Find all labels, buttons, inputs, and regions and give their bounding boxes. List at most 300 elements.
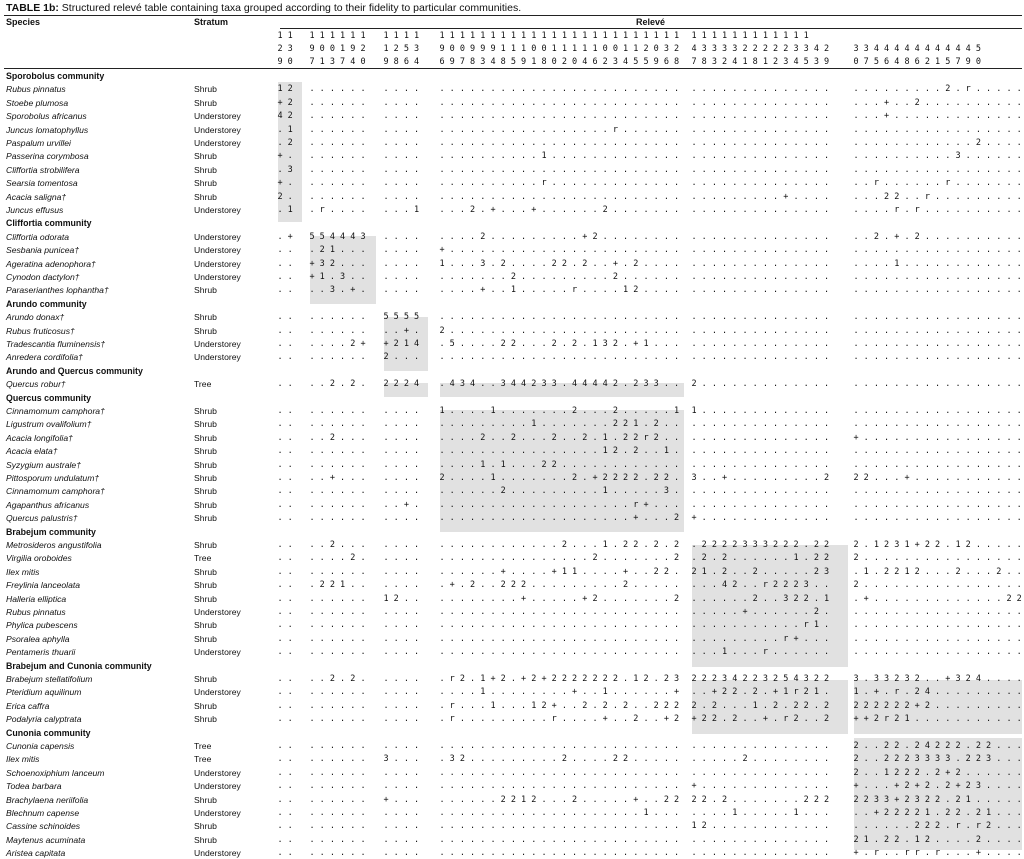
cover-cell: 2 — [986, 741, 992, 751]
cover-cell: . — [711, 352, 717, 363]
cover-cell: . — [722, 499, 728, 510]
cover-cell: 2 — [732, 580, 738, 591]
cover-cell: . — [752, 432, 758, 443]
cover-cell: 1 — [592, 339, 598, 349]
cover-cell: . — [277, 754, 283, 765]
cover-cell: . — [459, 540, 465, 550]
cover-cell: . — [965, 379, 971, 390]
cover-cell: 2 — [500, 486, 506, 497]
cover-cell: 2 — [329, 379, 335, 390]
cover-cell: . — [340, 540, 346, 550]
cover-cell: . — [531, 499, 537, 510]
releve-number-digit: 9 — [470, 44, 476, 54]
cover-cell: . — [863, 607, 869, 617]
cover-cell: . — [732, 821, 738, 832]
cover-cell: . — [996, 647, 1002, 658]
cover-cell: . — [653, 687, 659, 698]
cover-cell: . — [500, 620, 506, 631]
cover-cell: . — [340, 794, 346, 805]
cover-cell: . — [863, 540, 869, 550]
cover-cell: . — [793, 231, 799, 242]
cover-cell: 2 — [945, 741, 951, 751]
cover-cell: . — [531, 84, 537, 95]
cover-cell: . — [711, 633, 717, 644]
cover-cell: . — [449, 794, 455, 805]
cover-cell: . — [853, 419, 859, 430]
cover-cell: . — [955, 687, 961, 698]
cover-cell: . — [531, 767, 537, 778]
cover-cell: . — [582, 741, 588, 751]
cover-cell: . — [602, 245, 608, 256]
header-bottom-rule — [4, 68, 1022, 69]
cover-cell: . — [393, 486, 399, 497]
cover-cell: . — [1016, 741, 1022, 751]
cover-cell: . — [350, 312, 356, 323]
cover-cell: 1 — [904, 714, 910, 725]
cover-cell: . — [914, 325, 920, 336]
cover-cell: . — [439, 84, 445, 95]
cover-cell: . — [904, 164, 910, 175]
cover-cell: 2 — [663, 473, 669, 483]
cover-cell: . — [773, 191, 779, 202]
cover-cell: . — [383, 164, 389, 175]
cover-cell: . — [975, 620, 981, 631]
cover-cell: 3 — [287, 164, 293, 175]
cover-cell: . — [924, 258, 930, 269]
cover-cell: . — [711, 419, 717, 430]
cover-cell: 1 — [480, 459, 486, 470]
cover-cell: . — [572, 754, 578, 765]
cover-cell: . — [633, 633, 639, 644]
cover-cell: 2 — [329, 580, 335, 591]
cover-cell: . — [592, 432, 598, 443]
cover-cell: . — [803, 205, 809, 215]
cover-cell: . — [975, 379, 981, 390]
cover-cell: . — [914, 580, 920, 591]
cover-cell: . — [945, 459, 951, 470]
cover-cell: . — [965, 499, 971, 510]
cover-cell: . — [813, 379, 819, 390]
cover-cell: . — [762, 687, 768, 698]
cover-cell: . — [561, 767, 567, 778]
cover-cell: . — [803, 111, 809, 122]
cover-cell: . — [403, 633, 409, 644]
cover-cell: . — [711, 607, 717, 617]
cover-cell: . — [510, 714, 516, 725]
cover-cell: . — [439, 231, 445, 242]
cover-cell: . — [470, 352, 476, 363]
cover-cell: . — [762, 312, 768, 323]
cover-cell: . — [541, 473, 547, 483]
cover-cell: . — [551, 285, 557, 296]
cover-cell: . — [449, 767, 455, 778]
cover-cell: . — [884, 151, 890, 162]
cover-cell: . — [592, 607, 598, 617]
cover-cell: . — [674, 325, 680, 336]
cover-cell: . — [783, 352, 789, 363]
cover-cell: + — [582, 231, 588, 242]
cover-cell: . — [623, 379, 629, 390]
cover-cell: . — [414, 607, 420, 617]
cover-cell: . — [582, 620, 588, 631]
cover-cell: . — [986, 379, 992, 390]
cover-cell: . — [582, 767, 588, 778]
cover-cell: . — [1006, 687, 1012, 698]
species-name: Sporobolus africanus — [6, 111, 87, 122]
cover-cell: r — [894, 687, 900, 698]
cover-cell: . — [521, 419, 527, 430]
cover-cell: . — [319, 834, 325, 845]
cover-cell: . — [884, 258, 890, 269]
cover-cell: . — [853, 97, 859, 108]
releve-number-digit: 4 — [965, 44, 971, 54]
cover-cell: . — [863, 285, 869, 296]
cover-cell: . — [643, 312, 649, 323]
cover-cell: . — [904, 285, 910, 296]
cover-cell: . — [674, 647, 680, 658]
cover-cell: . — [873, 111, 879, 122]
cover-cell: . — [653, 593, 659, 604]
cover-cell: . — [924, 97, 930, 108]
cover-cell: . — [945, 231, 951, 242]
cover-cell: . — [403, 406, 409, 416]
cover-cell: . — [309, 245, 315, 256]
cover-cell: . — [935, 97, 941, 108]
cover-cell: . — [561, 325, 567, 336]
cover-cell: . — [592, 459, 598, 470]
cover-cell: . — [414, 794, 420, 805]
cover-cell: . — [824, 325, 830, 336]
cover-cell: . — [551, 406, 557, 416]
cover-cell: . — [329, 794, 335, 805]
cover-cell: . — [459, 808, 465, 818]
releve-number-digit: 1 — [643, 31, 649, 41]
cover-cell: . — [403, 700, 409, 711]
cover-cell: . — [914, 138, 920, 148]
cover-cell: . — [510, 97, 516, 108]
cover-cell: . — [853, 245, 859, 256]
cover-cell: . — [572, 352, 578, 363]
cover-cell: 2 — [459, 674, 465, 684]
cover-cell: . — [894, 499, 900, 510]
cover-cell: . — [674, 607, 680, 617]
cover-cell: . — [884, 607, 890, 617]
cover-cell: . — [510, 821, 516, 832]
cover-cell: . — [793, 406, 799, 416]
cover-cell: . — [449, 848, 455, 859]
cover-cell: . — [319, 620, 325, 631]
cover-cell: . — [803, 808, 809, 818]
cover-cell: 1 — [340, 580, 346, 591]
cover-cell: . — [319, 432, 325, 443]
releve-number-digit: 1 — [490, 31, 496, 41]
cover-cell: . — [711, 164, 717, 175]
cover-cell: . — [521, 446, 527, 457]
cover-cell: . — [582, 754, 588, 765]
cover-cell: 1 — [490, 700, 496, 711]
cover-cell: 1 — [793, 553, 799, 564]
cover-cell: . — [612, 499, 618, 510]
cover-cell: . — [986, 781, 992, 792]
cover-cell: . — [510, 138, 516, 148]
cover-cell: . — [531, 607, 537, 617]
cover-cell: . — [884, 352, 890, 363]
cover-cell: . — [490, 379, 496, 390]
cover-cell: . — [1006, 473, 1012, 483]
cover-cell: . — [996, 325, 1002, 336]
cover-cell: . — [393, 97, 399, 108]
cover-cell: . — [470, 231, 476, 242]
cover-cell: . — [711, 272, 717, 282]
cover-cell: . — [955, 633, 961, 644]
cover-cell: 2 — [319, 580, 325, 591]
cover-cell: + — [975, 848, 981, 859]
cover-cell: . — [541, 432, 547, 443]
cover-cell: 2 — [510, 794, 516, 805]
cover-cell: . — [340, 285, 346, 296]
cover-cell: . — [403, 754, 409, 765]
cover-cell: . — [732, 312, 738, 323]
cover-cell: r — [643, 432, 649, 443]
cover-cell: . — [510, 620, 516, 631]
cover-cell: . — [752, 473, 758, 483]
cover-cell: 3 — [975, 781, 981, 792]
cover-cell: . — [711, 124, 717, 135]
cover-cell: . — [340, 714, 346, 725]
cover-cell: 2 — [701, 674, 707, 684]
cover-cell: . — [955, 553, 961, 564]
cover-cell: . — [329, 647, 335, 658]
cover-cell: . — [531, 245, 537, 256]
cover-cell: + — [490, 205, 496, 215]
cover-cell: . — [643, 272, 649, 282]
cover-cell: . — [711, 754, 717, 765]
releve-number-digit: 2 — [722, 57, 728, 67]
stratum-value: Shrub — [194, 446, 217, 457]
cover-cell: . — [793, 352, 799, 363]
cover-cell: . — [965, 406, 971, 416]
cover-cell: . — [732, 513, 738, 524]
cover-cell: . — [521, 352, 527, 363]
cover-cell: . — [449, 245, 455, 256]
cover-cell: . — [752, 151, 758, 162]
cover-cell: . — [500, 352, 506, 363]
cover-cell: . — [490, 124, 496, 135]
cover-cell: 3 — [904, 674, 910, 684]
cover-cell: . — [965, 486, 971, 497]
cover-cell: . — [643, 607, 649, 617]
species-name: Brabejum stellatifolium — [6, 674, 93, 684]
cover-cell: . — [793, 499, 799, 510]
cover-cell: . — [793, 191, 799, 202]
cover-cell: . — [813, 459, 819, 470]
cover-cell: . — [623, 767, 629, 778]
cover-cell: . — [383, 700, 389, 711]
cover-cell: . — [602, 607, 608, 617]
cover-cell: . — [863, 164, 869, 175]
cover-cell: . — [783, 379, 789, 390]
cover-cell: . — [360, 84, 366, 95]
cover-cell: 2 — [319, 245, 325, 256]
cover-cell: . — [582, 205, 588, 215]
cover-cell: . — [277, 285, 283, 296]
cover-cell: . — [752, 272, 758, 282]
cover-cell: . — [701, 124, 707, 135]
cover-cell: . — [541, 633, 547, 644]
releve-number-digit: 7 — [340, 57, 346, 67]
cover-cell: . — [674, 272, 680, 282]
cover-cell: . — [894, 406, 900, 416]
cover-cell: . — [824, 808, 830, 818]
cover-cell: . — [653, 553, 659, 564]
releve-number-digit: 1 — [752, 31, 758, 41]
cover-cell: . — [393, 191, 399, 202]
cover-cell: . — [500, 97, 506, 108]
cover-cell: 2 — [551, 432, 557, 443]
stratum-value: Shrub — [194, 580, 217, 591]
cover-cell: . — [360, 687, 366, 698]
species-name: Brachylaena neriifolia — [6, 794, 89, 805]
cover-cell: . — [863, 647, 869, 658]
cover-cell: . — [914, 272, 920, 282]
cover-cell: . — [975, 647, 981, 658]
cover-cell: . — [551, 486, 557, 497]
cover-cell: . — [824, 406, 830, 416]
cover-cell: . — [521, 633, 527, 644]
cover-cell: . — [853, 352, 859, 363]
cover-cell: . — [722, 245, 728, 256]
cover-cell: . — [653, 754, 659, 765]
cover-cell: 3 — [894, 540, 900, 550]
cover-cell: . — [393, 674, 399, 684]
cover-cell: . — [383, 97, 389, 108]
cover-cell: . — [904, 593, 910, 604]
cover-cell: . — [996, 339, 1002, 349]
cover-cell: . — [383, 499, 389, 510]
cover-cell: . — [965, 151, 971, 162]
cover-cell: . — [663, 834, 669, 845]
cover-cell: . — [813, 97, 819, 108]
cover-cell: + — [873, 808, 879, 818]
stratum-value: Shrub — [194, 834, 217, 845]
cover-cell: . — [894, 473, 900, 483]
cover-cell: . — [783, 151, 789, 162]
cover-cell: . — [470, 834, 476, 845]
cover-cell: . — [360, 111, 366, 122]
cover-cell: . — [996, 607, 1002, 617]
releve-number-digit: 4 — [924, 44, 930, 54]
cover-cell: + — [633, 339, 639, 349]
cover-cell: 2 — [965, 540, 971, 550]
cover-cell: . — [449, 540, 455, 550]
cover-cell: 2 — [914, 741, 920, 751]
cover-cell: . — [701, 781, 707, 792]
cover-cell: . — [510, 593, 516, 604]
cover-cell: . — [459, 178, 465, 189]
cover-cell: . — [904, 325, 910, 336]
releve-number-digit: 1 — [582, 44, 588, 54]
cover-cell: r — [924, 191, 930, 202]
cover-cell: . — [612, 151, 618, 162]
cover-cell: . — [541, 285, 547, 296]
cover-cell: . — [470, 593, 476, 604]
cover-cell: . — [914, 647, 920, 658]
cover-cell: . — [551, 821, 557, 832]
cover-cell: . — [551, 687, 557, 698]
cover-cell: 4 — [924, 687, 930, 698]
cover-cell: . — [480, 714, 486, 725]
cover-cell: . — [824, 620, 830, 631]
cover-cell: . — [935, 406, 941, 416]
cover-cell: . — [955, 834, 961, 845]
cover-cell: . — [965, 553, 971, 564]
species-name: Searsia tomentosa — [6, 178, 78, 189]
cover-cell: . — [439, 553, 445, 564]
releve-number-digit: 1 — [521, 31, 527, 41]
cover-cell: . — [742, 620, 748, 631]
cover-cell: . — [582, 459, 588, 470]
releve-number-digit: 0 — [551, 57, 557, 67]
cover-cell: . — [592, 446, 598, 457]
cover-cell: . — [691, 84, 697, 95]
cover-cell: . — [722, 138, 728, 148]
cover-cell: . — [643, 513, 649, 524]
cover-cell: . — [592, 714, 598, 725]
cover-cell: . — [783, 566, 789, 577]
cover-cell: . — [480, 633, 486, 644]
cover-cell: . — [813, 821, 819, 832]
cover-cell: . — [813, 419, 819, 430]
cover-cell: . — [813, 231, 819, 242]
cover-cell: . — [863, 513, 869, 524]
cover-cell: . — [393, 741, 399, 751]
cover-cell: . — [541, 419, 547, 430]
cover-cell: . — [701, 473, 707, 483]
stratum-header: Stratum — [194, 17, 229, 27]
cover-cell: . — [935, 700, 941, 711]
cover-cell: . — [904, 111, 910, 122]
cover-cell: . — [924, 714, 930, 725]
cover-cell: . — [319, 647, 325, 658]
cover-cell: . — [287, 499, 293, 510]
cover-cell: . — [340, 620, 346, 631]
cover-cell: . — [663, 138, 669, 148]
cover-cell: 1 — [691, 821, 697, 832]
cover-cell: . — [340, 593, 346, 604]
cover-cell: . — [691, 191, 697, 202]
cover-cell: . — [643, 580, 649, 591]
cover-cell: . — [824, 111, 830, 122]
cover-cell: . — [691, 767, 697, 778]
releve-number-digit: 1 — [449, 31, 455, 41]
cover-cell: . — [813, 164, 819, 175]
cover-cell: . — [350, 741, 356, 751]
cover-cell: 2 — [623, 540, 629, 550]
cover-cell: . — [360, 205, 366, 215]
cover-cell: . — [510, 419, 516, 430]
cover-cell: 2 — [935, 741, 941, 751]
cover-cell: + — [945, 767, 951, 778]
cover-cell: r — [572, 285, 578, 296]
cover-cell: . — [510, 124, 516, 135]
cover-cell: . — [711, 459, 717, 470]
cover-cell: . — [653, 808, 659, 818]
cover-cell: 2 — [674, 794, 680, 805]
cover-cell: . — [986, 580, 992, 591]
cover-cell: . — [1016, 352, 1022, 363]
cover-cell: . — [561, 138, 567, 148]
cover-cell: . — [762, 821, 768, 832]
